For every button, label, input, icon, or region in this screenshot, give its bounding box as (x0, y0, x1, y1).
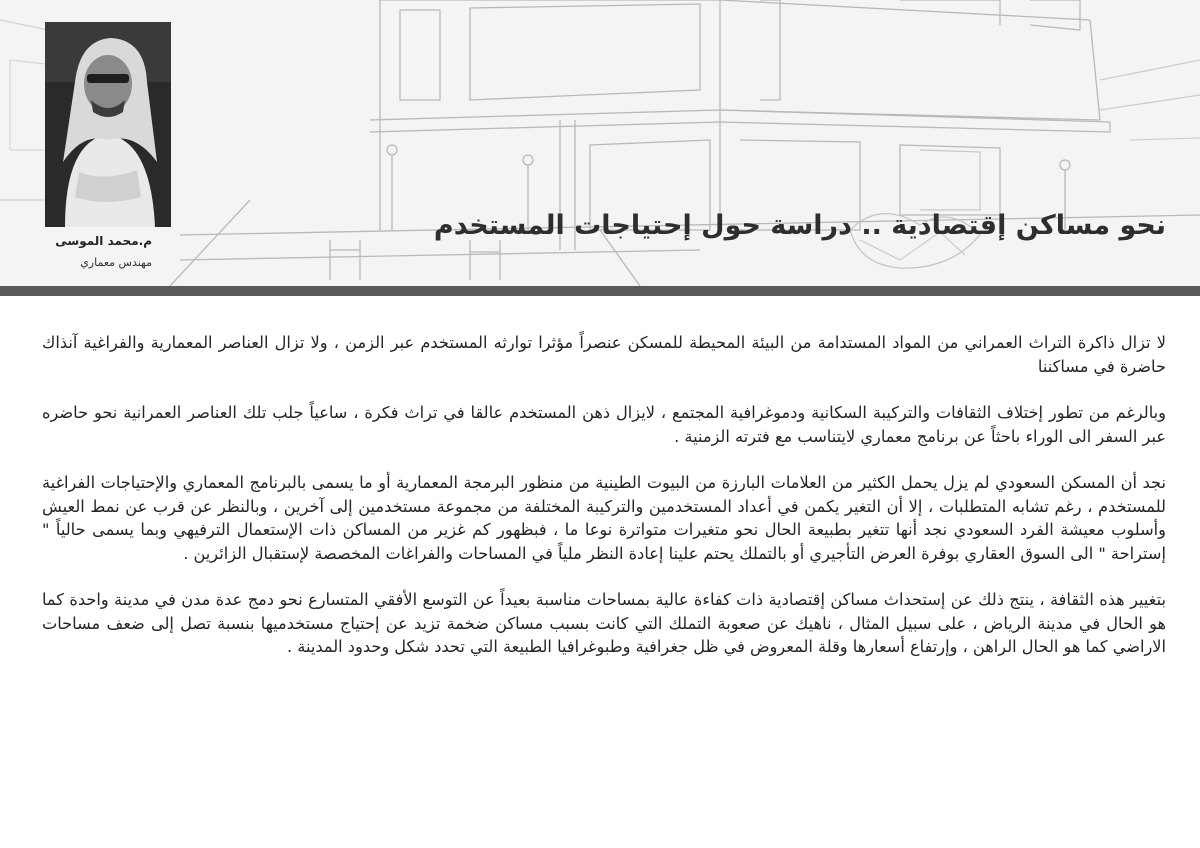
paragraph-2: وبالرغم من تطور إختلاف الثقافات والتركيبة السكانية ودموغرافية المجتمع ، لايزال ذهن المستخدم عالقا في تراث فكرة ، ساعياً جلب تلك العناصر العمرانية نحو حاضره عبر السفر الى الوراء باحثاً عن برنامج معماري لايتناسب مع فترته الزمنية . (42, 403, 1166, 446)
paragraph-4: بتغيير هذه الثقافة ، ينتج ذلك عن إستحداث مساكن إقتصادية ذات كفاءة عالية بمساحات مناسبة بعيداً عن التوسع الأفقي المتسارع نحو دمج عدة مدن في مدينة واحدة كما هو الحال في مدينة الرياض ، على سبيل المثال ، ناهيك عن صعوبة التملك التي كانت بسبب مساكن ضخمة تزيد عن إحتياج مستخدميها بنسبة تصل إلى ضعف مساحات الاراضي كما هو الحال الراهن ، وإرتفاع أسعارها وقلة المعروض في ظل جغرافية وطبوغرافيا الطبيعة التي تحدد شكل وحدود المدينة . (42, 590, 1166, 656)
header-banner (0, 0, 1200, 286)
article-title: نحو مساكن إقتصادية .. دراسة حول إحتياجات المستخدم (433, 210, 1166, 241)
author-name: م.محمد الموسى (55, 234, 152, 248)
author-role: مهندس معماري (80, 256, 152, 269)
paragraph-3: نجد أن المسكن السعودي لم يزل يحمل الكثير من العلامات البارزة من البيوت الطينية من منظور البرمجة المعمارية أو ما يسمى بالبرنامج المعماري والإحتياجات الفراغية للمستخدم ، رغم تشابه المتطلبات ، إلا أن التغير يكمن في أعداد المستخدمين والتركيبة المختلفة من مجموعة مستخدمين إلى آخرين ، وبالنظر عن قرب عن نمط العيش وأسلوب معيشة الفرد السعودي نجد أنها تتغير بطبيعة الحال نحو متغيرات متواترة نوعا ما ، فبظهور كم غزير من المساكن ذات الإستعمال الترفيهي وبما يسمى حالياً " إستراحة " الى السوق العقاري بوفرة العرض التأجيري أو بالتملك يحتم علينا إعادة النظر ملياً في المساحات والفراغات المخصصة لإستقبال الزائرين . (42, 473, 1166, 563)
header-divider-band (0, 286, 1200, 296)
paragraph-1: لا تزال ذاكرة التراث العمراني من المواد المستدامة من البيئة المحيطة للمسكن عنصراً مؤثرا توارثه المستخدم عبر الزمن ، ولا تزال العناصر المعمارية والفراغية آنذاك حاضرة في مساكننا (42, 333, 1166, 376)
author-photo (45, 22, 171, 227)
author-portrait-image (45, 22, 171, 227)
architectural-sketch-illustration (0, 0, 1200, 286)
article-body (42, 331, 1166, 682)
